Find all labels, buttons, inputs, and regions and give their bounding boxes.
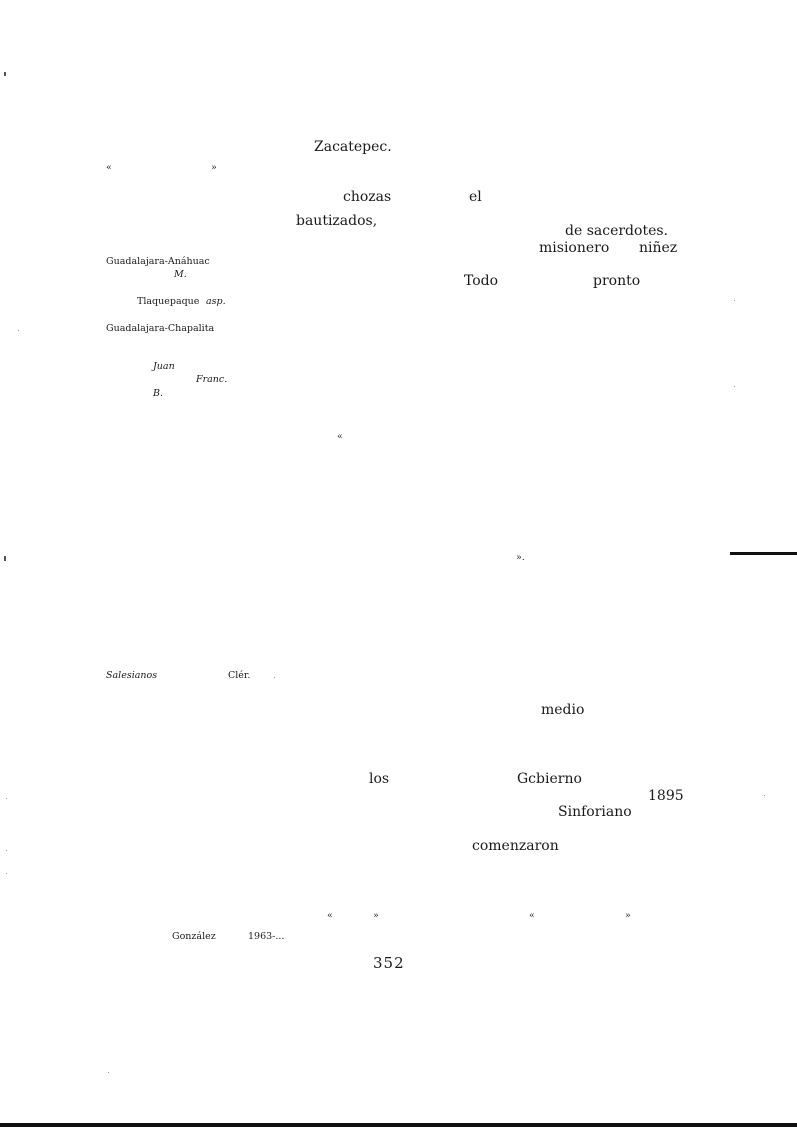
quote-open-3: « [327,910,333,921]
word-ninez: niñez [639,240,678,256]
scan-speck [6,873,7,874]
note-m: M. [174,269,187,280]
quote-open-2: « [337,431,343,442]
scan-speck [764,795,765,796]
word-1895: 1895 [648,788,684,804]
word-chozas: chozas [343,189,392,205]
quote-close-3: » [373,910,379,921]
scan-speck [18,330,19,331]
word-comenzaron: comenzaron [472,838,559,854]
word-pronto: pronto [593,273,641,289]
right-edge-rule [730,552,797,555]
scan-speck [6,798,7,799]
word-todo: Todo [464,273,499,289]
scan-speck [734,386,735,387]
note-tlaquepaque: Tlaquepaque [137,296,200,307]
word-bautizados: bautizados, [296,213,378,229]
word-medio: medio [541,702,585,718]
note-b: B. [153,388,164,399]
word-de-sacerdotes: de sacerdotes. [565,223,668,239]
word-sinforiano: Sinforiano [558,804,632,820]
page-number: 352 [373,954,405,972]
quote-open-1: « [106,162,112,173]
note-guadalajara-chapalita: Guadalajara-Chapalita [106,323,215,334]
word-gobierno: Gcbierno [517,771,582,787]
left-edge-mark [4,72,6,76]
quote-close-1: » [211,162,217,173]
note-cler: Clér. [228,670,251,681]
left-edge-mark [4,556,6,561]
word-el: el [469,189,482,205]
scan-speck [734,300,735,301]
quote-close-4: » [625,910,631,921]
note-guadalajara-anahuac: Guadalajara-Anáhuac [106,256,210,267]
scan-speck [6,850,7,851]
note-asp: asp. [206,296,226,307]
note-salesianos: Salesianos [106,670,158,681]
bottom-edge-rule [0,1123,797,1127]
note-year-range: 1963-... [248,931,285,942]
word-misionero: misionero [539,240,610,256]
scan-speck [274,677,275,678]
note-juan: Juan [153,361,175,372]
note-franc: Franc. [196,374,228,385]
word-zacatepec: Zacatepec. [314,139,392,155]
word-los: los [369,771,390,787]
quote-close-2: ». [516,552,525,563]
quote-open-4: « [529,910,535,921]
note-gonzalez: González [172,931,216,942]
scan-speck [108,1072,109,1073]
